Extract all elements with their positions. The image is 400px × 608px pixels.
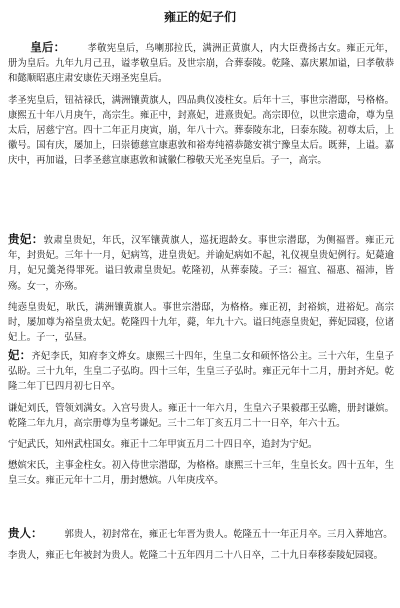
section-heading: 妃：: [8, 348, 32, 362]
section-heading: 贵妃：: [8, 232, 44, 246]
page-title: 雍正的妃子们: [163, 10, 236, 24]
section-noble-lady: [8, 526, 394, 563]
paragraph-noble-consort-2: [8, 300, 394, 346]
paragraph-text: 齐妃李氏，知府李文烨女。康熙三十四年，生皇二女和硕怀恪公主。三十六年，生皇子弘盼。三十九年，生皇二子弘昀。四十三年，生皇三子弘时。雍正元年十二月，册封齐妃。乾隆二年丁巳四月初七日卒。: [8, 351, 395, 393]
paragraph-noble-consort-1: [8, 232, 394, 294]
paragraph-text: 敦肃皇贵妃，年氏，汉军镶黄旗人，巡抚遐龄女。事世宗潜邸，为侧福晋。雍正元年，封贵妃。三年十一月，妃病笃，进皇贵妃。并谕妃病如不起，礼仪视皇贵妃例行。妃薨逾月，妃兄羹尧得罪死。谥曰敦肃皇贵妃。乾隆初，从葬泰陵。子三：福宜、福惠、福沛，皆殇。女一，亦殇。: [8, 235, 394, 292]
paragraph-text: 谦妃刘氏，管领刘满女。入宫号贵人。雍正十一年六月，生皇六子果毅郡王弘曕，册封谦嫔。乾隆二年九月，高宗册尊为皇考谦妃。三十二年丁亥五月二十一日卒，年六十五。: [8, 402, 394, 429]
paragraph-text: 宁妃武氏，知州武柱国女。雍正十二年甲寅五月二十四日卒，追封为宁妃。: [8, 439, 318, 451]
section-imperial-noble-consort: [8, 232, 394, 345]
paragraph-text: 孝敬宪皇后，乌喇那拉氏，满洲正黄旗人，内大臣费扬古女。雍正元年，册为皇后。九年九月己丑，谥孝敬皇后。及世宗崩，合葬泰陵。乾隆、嘉庆累加谥，曰孝敬恭和懿顺昭惠庄肃安康佐天翊圣宪皇后。: [8, 43, 394, 85]
paragraph-text: 纯悫皇贵妃，耿氏，满洲镶黄旗人。事世宗潜邸，为格格。雍正初，封裕嫔，进裕妃。高宗时，屡加尊为裕皇贵太妃。乾隆四十九年，薨，年九十六。谥曰纯悫皇贵妃，葬妃园寝，位诸妃上。子一，弘昼。: [8, 301, 394, 344]
paragraph-consort-2: [8, 401, 394, 431]
paragraph-text: 懋嫔宋氏，主事金柱女。初入侍世宗潜邸，为格格。康熙三十三年，生皇长女。四十五年，生皇三女。雍正元年十二月，册封懋嫔。八年庚戌卒。: [8, 460, 394, 487]
paragraph-text: 郭贵人，初封常在，雍正七年晋为贵人。乾隆五十一年正月卒。三月入葬地宫。: [64, 529, 393, 540]
paragraph-text: 李贵人，雍正七年被封为贵人。乾隆二十五年四月二十八日卒，二十九日奉移泰陵妃园寝。: [8, 550, 384, 562]
paragraph-noble-lady-2: [8, 548, 394, 563]
paragraph-text: 孝圣宪皇后，钮祜禄氏，满洲镶黄旗人，四品典仪凌柱女。后年十三，事世宗潜邸，号格格。康熙五十年八月庚午，高宗生。雍正中，封熹妃，进熹贵妃。高宗即位，以世宗遗命，尊为皇太后，居慈宁宫。四十二年正月庚寅，崩，年八十六。葬泰陵东北，曰泰东陵。初尊太后，上徽号。国有庆，屡加上，曰崇德慈宣康惠敦和裕寿纯禧恭懿安祺宁豫皇太后。既葬，上谥。嘉庆中，再加谥，曰孝圣慈宣康惠敦和诚徽仁穆敬天光圣宪皇后。子一，高宗。: [8, 94, 394, 167]
section-consort: [8, 348, 394, 489]
paragraph-empress-1: [8, 40, 394, 87]
paragraph-noble-lady-1: [8, 526, 394, 542]
paragraph-consort-1: [8, 348, 394, 395]
section-heading: 皇后：: [30, 40, 66, 54]
section-heading: 贵人：: [8, 526, 43, 540]
paragraph-consort-4: [8, 458, 394, 488]
paragraph-empress-2: [8, 93, 394, 169]
section-empress: [8, 40, 394, 169]
paragraph-consort-3: [8, 437, 394, 452]
